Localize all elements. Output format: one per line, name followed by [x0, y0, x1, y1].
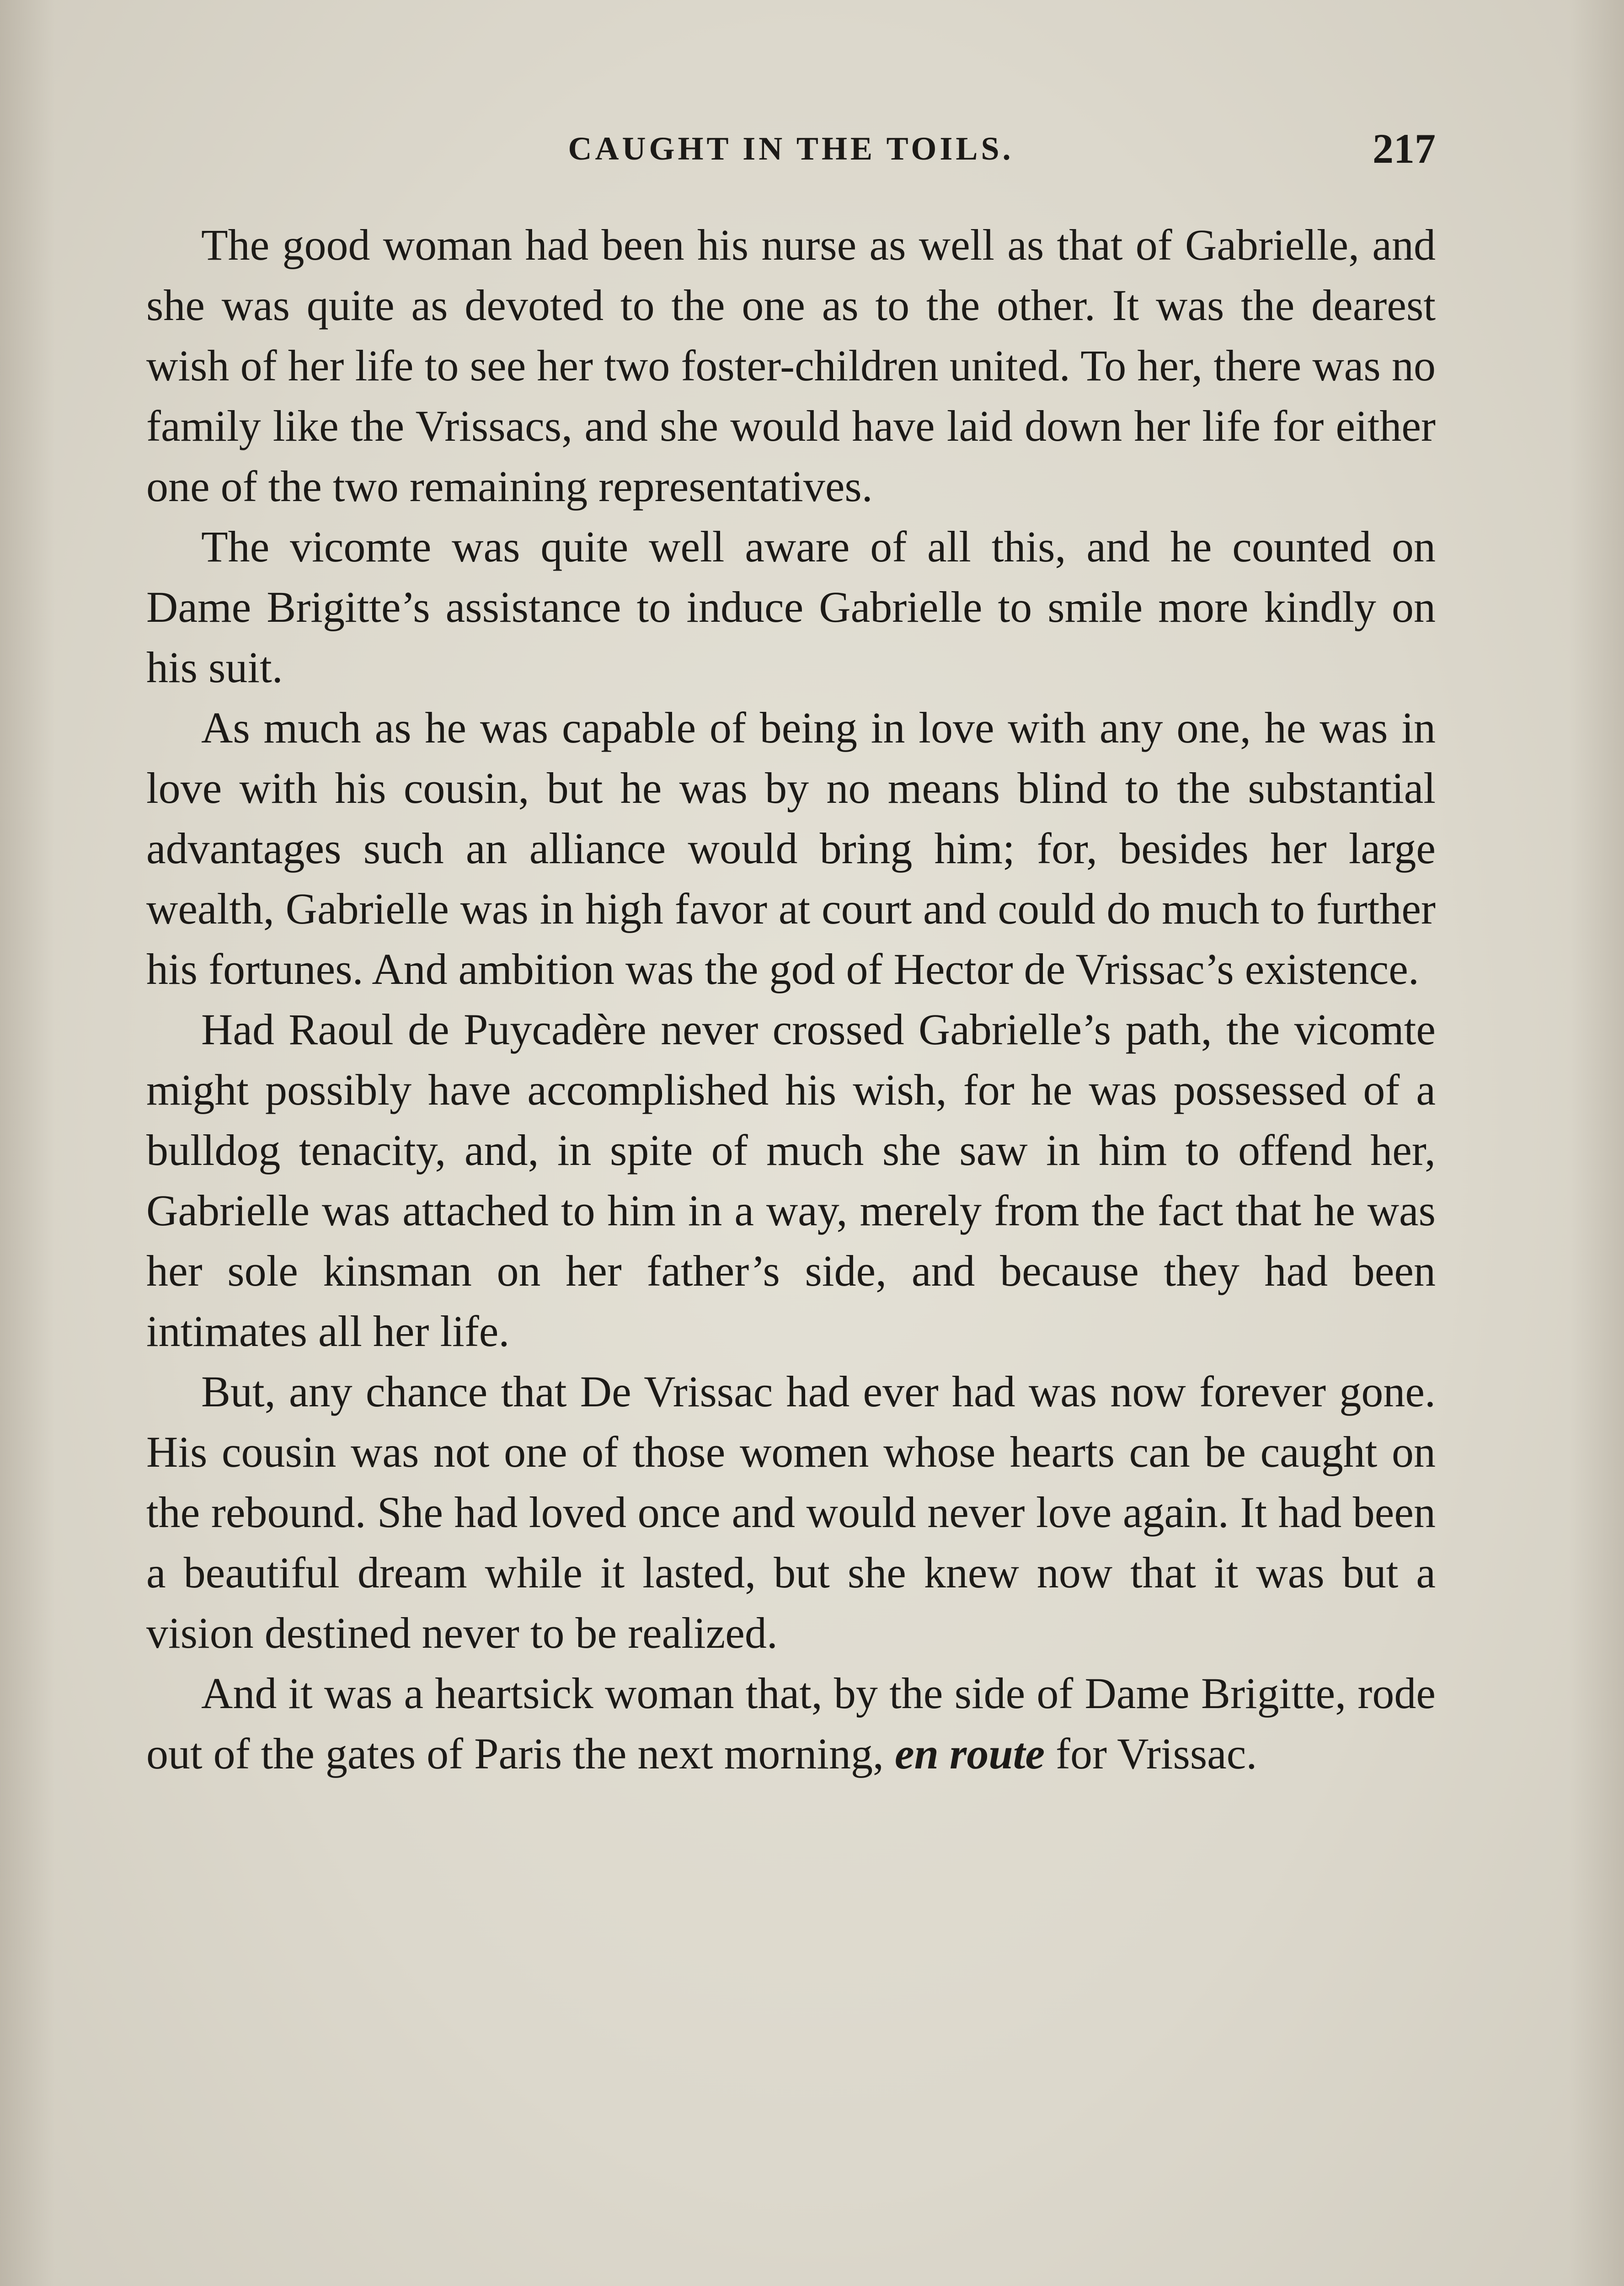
page-header — [146, 123, 1436, 174]
paragraph-6-italic: en route — [895, 1729, 1045, 1778]
body-text — [146, 215, 1436, 1784]
paragraph-1: The good woman had been his nurse as well as that of Gabrielle, and she was quite as devoted to the one as to the other. It was the dearest wish of her life to see her two foster-children united. To her, there was no family like the Vrissacs, and she would have laid down her life for either one of the two remaining representatives. — [146, 220, 1436, 511]
paragraph-2: The vicomte was quite well aware of all this, and he counted on Dame Brigitte’s assistance to induce Gabrielle to smile more kindly on his suit. — [146, 522, 1436, 692]
paragraph-3: As much as he was capable of being in love with any one, he was in love with his cousin, but he was by no means blind to the substantial advantages such an alliance would bring him; for, besides her large wealth, Gabrielle was in high favor at court and could do much to further his fortunes. And ambition was the god of Hector de Vrissac’s existence. — [146, 703, 1436, 993]
paragraph-6 — [146, 1663, 1436, 1784]
paragraph-6-end: for Vrissac. — [1045, 1729, 1257, 1778]
page-number: 217 — [1373, 125, 1436, 172]
running-head: CAUGHT IN THE TOILS. — [568, 130, 1014, 167]
paragraph-4: Had Raoul de Puycadère never crossed Gabrielle’s path, the vicomte might possibly have accomplished his wish, for he was possessed of a bulldog tenacity, and, in spite of much she saw in him to offend her, Gabrielle was attached to him in a way, merely from the fact that he was her sole kinsman on her father’s side, and because they had been intimates all her life. — [146, 1005, 1436, 1356]
page-shadow-left — [0, 0, 55, 2286]
page-shadow-right — [1569, 0, 1624, 2286]
paragraph-5: But, any chance that De Vrissac had ever had was now forever gone. His cousin was not one of those women whose hearts can be caught on the rebound. She had loved once and would never love again. It had been a beautiful dream while it lasted, but she knew now that it was but a vision destined never to be realized. — [146, 1367, 1436, 1657]
paragraph-6-start: And it was a heartsick woman that, by the side of Dame Brigitte, rode out of the gates of Paris the next morning, — [146, 1669, 1436, 1778]
